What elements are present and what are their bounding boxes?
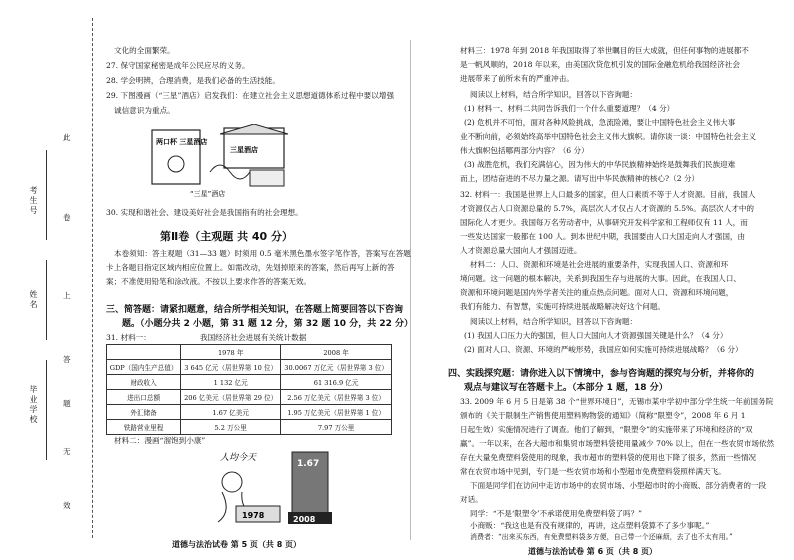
q33-line: 存在大量免费塑料袋使用的现象，我市超市的塑料袋的使用也下降了很多，然而一些情况 xyxy=(460,453,757,462)
dialog-student: 同学：“不是‘限塑令’不承诺使用免费塑料袋了吗？” xyxy=(470,509,643,518)
q32-intro: 阅读以上材料，结合所学知识，回答以下咨询题： xyxy=(470,317,638,326)
material3-line: 是一帆风顺的，2018 年以来，由美国次贷危机引发的国际金融危机给我国经济社会 xyxy=(460,60,740,69)
table-cell: 2.56 万亿美元（居世界第 3 位） xyxy=(281,390,392,405)
table-caption: 我国经济社会进展有关统计数据 xyxy=(200,333,307,342)
cartoon-table xyxy=(250,170,284,186)
cartoon2-year2: 2008 xyxy=(293,515,316,524)
q31-item: (3) 战胜危机，我们充满信心，因为伟大的中华民族精神始终是鼓舞我们民族迎难 xyxy=(464,160,736,169)
cartoon2-head xyxy=(222,472,242,492)
cartoon-swirl xyxy=(210,165,250,179)
notice-line: 卡上各题目指定区域内相应位置上。如需改动，先划掉原来的答案，然后再写上新的答 xyxy=(106,263,395,272)
cartoon-sign-left: 两口杯 三星酒店 xyxy=(156,138,208,146)
footer-page5: 道德与法治试卷 第 5 页（共 8 页） xyxy=(172,540,302,549)
q33-c: 对话。 xyxy=(460,495,483,504)
material2: 材料二：漫画“溜饱到小康” xyxy=(114,436,206,445)
seal-char: 题 xyxy=(63,399,71,408)
section3-title-cont: 题。（小题分共 2 小题，第 31 题 12 分，第 32 题 10 分，共 22 分） xyxy=(122,319,413,329)
table-cell: 财政收入 xyxy=(107,375,181,390)
seal-char: 此 xyxy=(63,133,71,142)
table-cell: 铁路营业里程 xyxy=(107,420,181,435)
dialog-vendor: 小商贩：“我这也是有没有规律的，再讲，这点塑料袋算不了多少事呢。” xyxy=(470,521,710,530)
field-name[interactable] xyxy=(46,260,47,340)
label-name: 姓名 xyxy=(29,290,38,310)
cartoon-roof xyxy=(220,124,288,134)
q32-line: 材料二：人口、资源和环境是社会进展的重要条件，实现我国人口、资源和环 xyxy=(470,260,729,269)
q30: 30. 实现和谐社会、建设美好社会是我国指有的社会理想。 xyxy=(106,208,303,217)
q32-line: 32. 材料一：我国是世界上人口最多的国家，但人口素质不等于人才资源。目前，我国人 xyxy=(460,190,756,199)
table-cell: 5.2 万公里 xyxy=(181,420,281,435)
notice-line: 本卷须知：答主观题（31—33 题）时须用 0.5 毫米黑色墨水签字笔作答，答案写在答题 xyxy=(114,249,411,258)
footer-page6: 道德与法治试卷 第 6 页（共 8 页） xyxy=(528,547,658,556)
q33-line: 33. 2009 年 6 月 5 日是第 38 个“世界环境日”，无锡市某中学初中部分学生统一年前国务院 xyxy=(460,397,774,406)
table-header: 2008 年 xyxy=(281,345,392,360)
q29-cont: 诚信意识为重点。 xyxy=(114,106,175,115)
label-school: 毕业学校 xyxy=(29,385,38,425)
part2-title: 第Ⅱ卷（主观题 共 40 分） xyxy=(160,230,294,243)
table-cell: 1.95 万亿美元（居世界第 1 位） xyxy=(281,405,392,420)
table-cell: 外汇储备 xyxy=(107,405,181,420)
q32-item: (2) 面对人口、资源、环境的严峻形势，我国应如何实施可持续进展战略？（6 分） xyxy=(464,345,743,354)
q31-item: (2) 危机并不可怕，面对各种风险挑战，急流险滩，要让中国特色社会主义伟大事 xyxy=(464,118,736,127)
q28: 28. 学会明辨，合理消费，是我们必备的生活技能。 xyxy=(106,76,280,85)
q32-line: 一些发达国家一般都在 100 人。到本世纪中期，我国要由人口大国走向人才强国，由 xyxy=(460,232,746,241)
dialog-consumer: 消费者：“出来买东西，有免费塑料袋多方便，自己带一个还麻烦，去了也不太有用。” xyxy=(470,533,733,541)
q31-item: (1) 材料一、材料二共同告诉我们一个什么重要道理？（4 分） xyxy=(464,104,675,113)
q32-line: 我们有能力、有智慧，实施可持续进展战略解决好这个问题。 xyxy=(460,302,666,311)
cartoon-three-star-hotel xyxy=(150,124,310,200)
q32-line: 境问题。这一问题的根本解决，关系到我国生存与进展的大事。因此，在我国人口、 xyxy=(460,274,741,283)
q31-item-cont: 业不断向前，必须始终高举中国特色社会主义伟大旗帜。请你谈一谈：中国特色社会主义 xyxy=(460,132,757,141)
table-header xyxy=(107,345,181,360)
q31-item-cont: 而上，团结奋进的不尽力量之源。请写出中华民族精神的核心?（2 分） xyxy=(460,174,700,183)
field-exam-number[interactable] xyxy=(46,150,47,240)
section4-title-cont: 观点与建议写在答题卡上。（本部分 1 题，18 分） xyxy=(464,383,668,393)
cartoon2-value: 1.67 xyxy=(297,459,320,469)
table-cell: 61 316.9 亿元 xyxy=(281,375,392,390)
table-cell: 1.67 亿美元 xyxy=(181,405,281,420)
q33-line: 赢”。一年以来，在各大超市和集贸市场塑料袋使用量减少 70% 以上，但在一些农贸市场依然 xyxy=(460,439,775,448)
table-header: 1978 年 xyxy=(181,345,281,360)
material3-line: 材料三：1978 年到 2018 年我国取得了举世瞩目的巨大成就，但任何事物的进展都不 xyxy=(460,46,749,55)
q32-line: 人才资源总量大国向人才强国迈进。 xyxy=(460,246,582,255)
field-school[interactable] xyxy=(46,360,47,460)
q32-item: (1) 我国人口压力大的强国，但人口大国向人才资源强国关键是什么？（4 分） xyxy=(464,331,728,340)
cartoon2-year1: 1978 xyxy=(242,511,265,520)
seal-char: 卷 xyxy=(63,213,71,222)
table-cell: GDP（国内生产总值） xyxy=(107,360,181,375)
q27: 27. 保守国家秘密是成年公民应尽的义务。 xyxy=(106,61,250,70)
q32-line: 才资源仅占人口资源总量的 5.7%，高层次人才仅占人才资源的 5.5%。高层次人才中的 xyxy=(460,204,755,213)
q32-line: 国际化人才更少。我国每万名劳动者中，从事研究开发科学家和工程师仅有 11 人，而 xyxy=(460,218,748,227)
q31-intro: 阅读以上材料，结合所学知识，回答以下咨询题： xyxy=(470,90,638,99)
q33-line: 日起生效）实施情况进行了调查。他们了解到，“限塑令”的实施带来了环境和经济的“双 xyxy=(460,425,753,434)
q31-item-cont: 伟大旗帜包括哪两部分内容？（6 分） xyxy=(460,146,589,155)
section4-title: 四、实践探究题：请你进入以下情境中，参与咨询题的探究与分析，并将你的 xyxy=(448,369,755,379)
table-cell: 206 亿美元（居世界第 29 位） xyxy=(181,390,281,405)
page-divider xyxy=(410,40,411,540)
cartoon-sign-right: 三星酒店 xyxy=(230,146,258,154)
cartoon1-caption: “三星”酒店 xyxy=(190,190,226,198)
binding-line xyxy=(92,18,93,538)
cartoon-head xyxy=(168,156,184,172)
q33-line: 颁布的《关于限制生产销售使用塑料购物袋的通知》（简称“限塑令”，2008 年 6 月 1 xyxy=(460,411,746,420)
cartoon-moderately-prosperous xyxy=(200,448,350,528)
material3-line: 进展带来了前所未有的严重冲击。 xyxy=(460,74,574,83)
q33-b: 下面是同学们在访问中走访市场中的农贸市场、小型超市时的小商贩、部分消费者的一段 xyxy=(470,481,767,490)
q29: 29. 下图漫画（“三星”酒店）启发我们：在建立社会主义思想道德体系过程中要以增强 xyxy=(106,91,395,100)
table-cell: 1 132 亿元 xyxy=(181,375,281,390)
seal-char: 效 xyxy=(63,501,71,510)
q32-line: 资源和环境问题是国内外学者关注的重点热点问题。面对人口、资源和环境问题， xyxy=(460,288,734,297)
q33-line: 常在农贸市场中见到，专门是一些农贸市场和小型超市免费塑料袋照样满天飞。 xyxy=(460,467,726,476)
seal-char: 无 xyxy=(63,447,71,456)
label-exam-number: 考生号 xyxy=(29,186,38,216)
q31-material1: 31. 材料一： xyxy=(106,333,151,342)
seal-char: 上 xyxy=(63,291,71,300)
cartoon2-caption: 人均今天 xyxy=(220,453,257,463)
seal-char: 答 xyxy=(63,355,71,364)
table-cell: 30.0067 万亿元（居世界第 3 位） xyxy=(281,360,392,375)
stats-table xyxy=(106,344,392,435)
notice-line: 案；不准使用铅笔和涂改液。不按以上要求作答的答案无效。 xyxy=(106,277,312,286)
table-cell: 进出口总额 xyxy=(107,390,181,405)
table-cell: 7.97 万公里 xyxy=(281,420,392,435)
section3-title: 三、简答题：请紧扣题意，结合所学相关知识，在答题上简要回答以下咨询 xyxy=(106,305,404,315)
text-line: 文化的全面繁荣。 xyxy=(114,46,175,55)
table-cell: 3 645 亿元（居世界第 10 位） xyxy=(181,360,281,375)
